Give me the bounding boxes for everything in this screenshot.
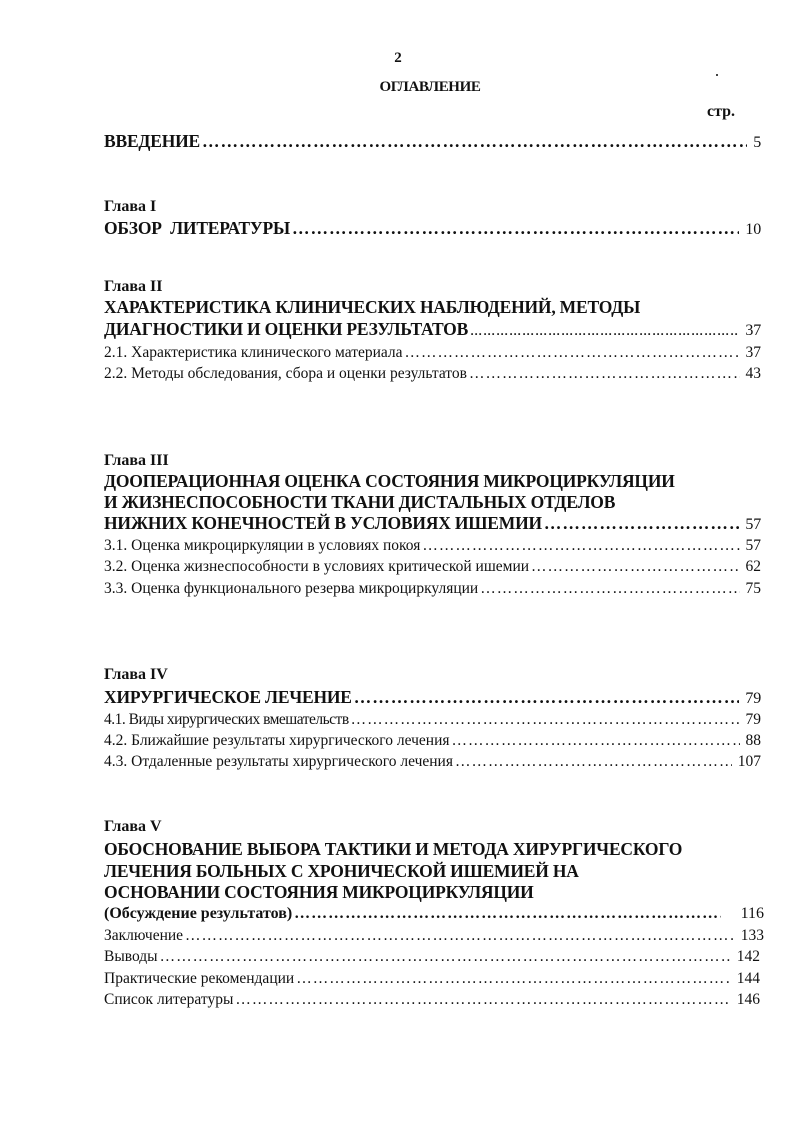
- entry-title: Заключение: [104, 927, 184, 944]
- entry-title: ДИАГНОСТИКИ И ОЦЕНКИ РЕЗУЛЬТАТОВ: [104, 319, 469, 339]
- leader-dots: [544, 513, 740, 534]
- scan-speck: [716, 74, 718, 76]
- toc-entry-findings[interactable]: [104, 948, 760, 966]
- entry-page: 146: [736, 991, 760, 1008]
- toc-entry-chapter-1[interactable]: [104, 218, 761, 239]
- toc-entry-chapter-4[interactable]: [104, 687, 761, 708]
- chapter-5-label: Глава V: [104, 818, 162, 835]
- chapter-5-title-line-2: ЛЕЧЕНИЯ БОЛЬНЫХ С ХРОНИЧЕСКОЙ ИШЕМИЕЙ НА: [104, 861, 579, 881]
- entry-title: ВВЕДЕНИЕ: [104, 131, 201, 151]
- chapter-2-label: Глава II: [104, 278, 163, 295]
- entry-page: 43: [745, 365, 761, 382]
- leader-dots: [405, 344, 740, 362]
- leader-dots: [296, 970, 731, 988]
- toc-entry-section[interactable]: [104, 537, 761, 555]
- entry-title: ХИРУРГИЧЕСКОЕ ЛЕЧЕНИЕ: [104, 687, 352, 707]
- entry-page: 142: [736, 948, 760, 965]
- chapter-3-title-line-2: И ЖИЗНЕСПОСОБНОСТИ ТКАНИ ДИСТАЛЬНЫХ ОТДЕЛОВ: [104, 492, 616, 512]
- toc-entry-chapter-5[interactable]: [104, 905, 764, 923]
- leader-dots: [531, 558, 739, 576]
- entry-page: 37: [745, 344, 761, 361]
- toc-entry-section[interactable]: [104, 365, 761, 383]
- leader-dots: [185, 927, 735, 945]
- leader-dots: [354, 687, 740, 708]
- chapter-4-label: Глава IV: [104, 666, 168, 683]
- leader-dots: [160, 948, 731, 966]
- leader-dots: [480, 580, 739, 598]
- entry-page: 88: [745, 732, 761, 749]
- entry-title: Практические рекомендации: [104, 970, 295, 987]
- entry-title: 4.1. Виды хирургических вмешательств: [104, 711, 349, 728]
- entry-title: 4.3. Отдаленные результаты хирургического лечения: [104, 753, 453, 770]
- entry-title: НИЖНИХ КОНЕЧНОСТЕЙ В УСЛОВИЯХ ИШЕМИИ: [104, 513, 542, 533]
- chapter-2-title-line-1: ХАРАКТЕРИСТИКА КЛИНИЧЕСКИХ НАБЛЮДЕНИЙ, МЕТОДЫ: [104, 297, 641, 317]
- chapter-1-label: Глава I: [104, 198, 157, 215]
- entry-page: 79: [745, 690, 761, 707]
- toc-entry-section[interactable]: [104, 711, 761, 729]
- toc-entry-section[interactable]: [104, 732, 761, 750]
- page-number: 2: [394, 50, 402, 66]
- entry-title: Список литературы: [104, 991, 234, 1008]
- entry-page: 57: [745, 537, 761, 554]
- entry-title: 3.1. Оценка микроциркуляции в условиях покоя: [104, 537, 421, 554]
- chapter-5-title-line-3: ОСНОВАНИИ СОСТОЯНИЯ МИКРОЦИРКУЛЯЦИИ: [104, 882, 534, 902]
- toc-entry-introduction[interactable]: [104, 131, 761, 152]
- toc-entry-bibliography[interactable]: [104, 991, 760, 1009]
- entry-page: 116: [740, 905, 764, 922]
- leader-dots: [351, 711, 740, 729]
- toc-entry-section[interactable]: [104, 580, 761, 598]
- entry-title: 3.3. Оценка функционального резерва микроциркуляции: [104, 580, 479, 597]
- entry-page: 62: [745, 558, 761, 575]
- entry-page: 10: [745, 221, 761, 238]
- toc-entry-chapter-3[interactable]: [104, 513, 761, 534]
- entry-page: 133: [740, 927, 764, 944]
- entry-title: (Обсуждение результатов): [104, 905, 293, 922]
- leader-dots: [292, 218, 739, 239]
- toc-entry-conclusion[interactable]: [104, 927, 764, 945]
- toc-entry-section[interactable]: [104, 344, 761, 362]
- toc-entry-section[interactable]: [104, 753, 761, 771]
- leader-dots: [422, 537, 739, 555]
- toc-entry-recommendations[interactable]: [104, 970, 760, 988]
- leader-dots: [470, 324, 739, 339]
- entry-title: 2.2. Методы обследования, сбора и оценки результатов: [104, 365, 467, 382]
- entry-page: 37: [745, 322, 761, 339]
- chapter-3-label: Глава III: [104, 452, 169, 469]
- entry-page: 79: [745, 711, 761, 728]
- toc-entry-chapter-2[interactable]: [104, 319, 761, 340]
- entry-title: ОБЗОР ЛИТЕРАТУРЫ: [104, 218, 291, 238]
- entry-page: 5: [753, 134, 761, 151]
- entry-page: 107: [737, 753, 761, 770]
- leader-dots: [469, 365, 740, 383]
- leader-dots: [455, 753, 732, 771]
- chapter-3-title-line-1: ДООПЕРАЦИОННАЯ ОЦЕНКА СОСТОЯНИЯ МИКРОЦИРКУЛЯЦИИ: [104, 471, 675, 491]
- entry-page: 57: [745, 516, 761, 533]
- entry-title: 3.2. Оценка жизнеспособности в условиях критической ишемии: [104, 558, 530, 575]
- chapter-5-title-line-1: ОБОСНОВАНИЕ ВЫБОРА ТАКТИКИ И МЕТОДА ХИРУРГИЧЕСКОГО: [104, 839, 683, 859]
- entry-title: Выводы: [104, 948, 158, 965]
- entry-title: 4.2. Ближайшие результаты хирургического лечения: [104, 732, 450, 749]
- toc-entry-section[interactable]: [104, 558, 761, 576]
- entry-title: 2.1. Характеристика клинического материала: [104, 344, 403, 361]
- entry-page: 75: [745, 580, 761, 597]
- leader-dots: [202, 131, 747, 152]
- entry-page: 144: [736, 970, 760, 987]
- leader-dots: [235, 991, 730, 1009]
- leader-dots: [294, 905, 720, 923]
- toc-title: ОГЛАВЛЕНИЕ: [379, 79, 481, 95]
- leader-dots: [452, 732, 740, 750]
- page-column-label: стр.: [707, 103, 736, 120]
